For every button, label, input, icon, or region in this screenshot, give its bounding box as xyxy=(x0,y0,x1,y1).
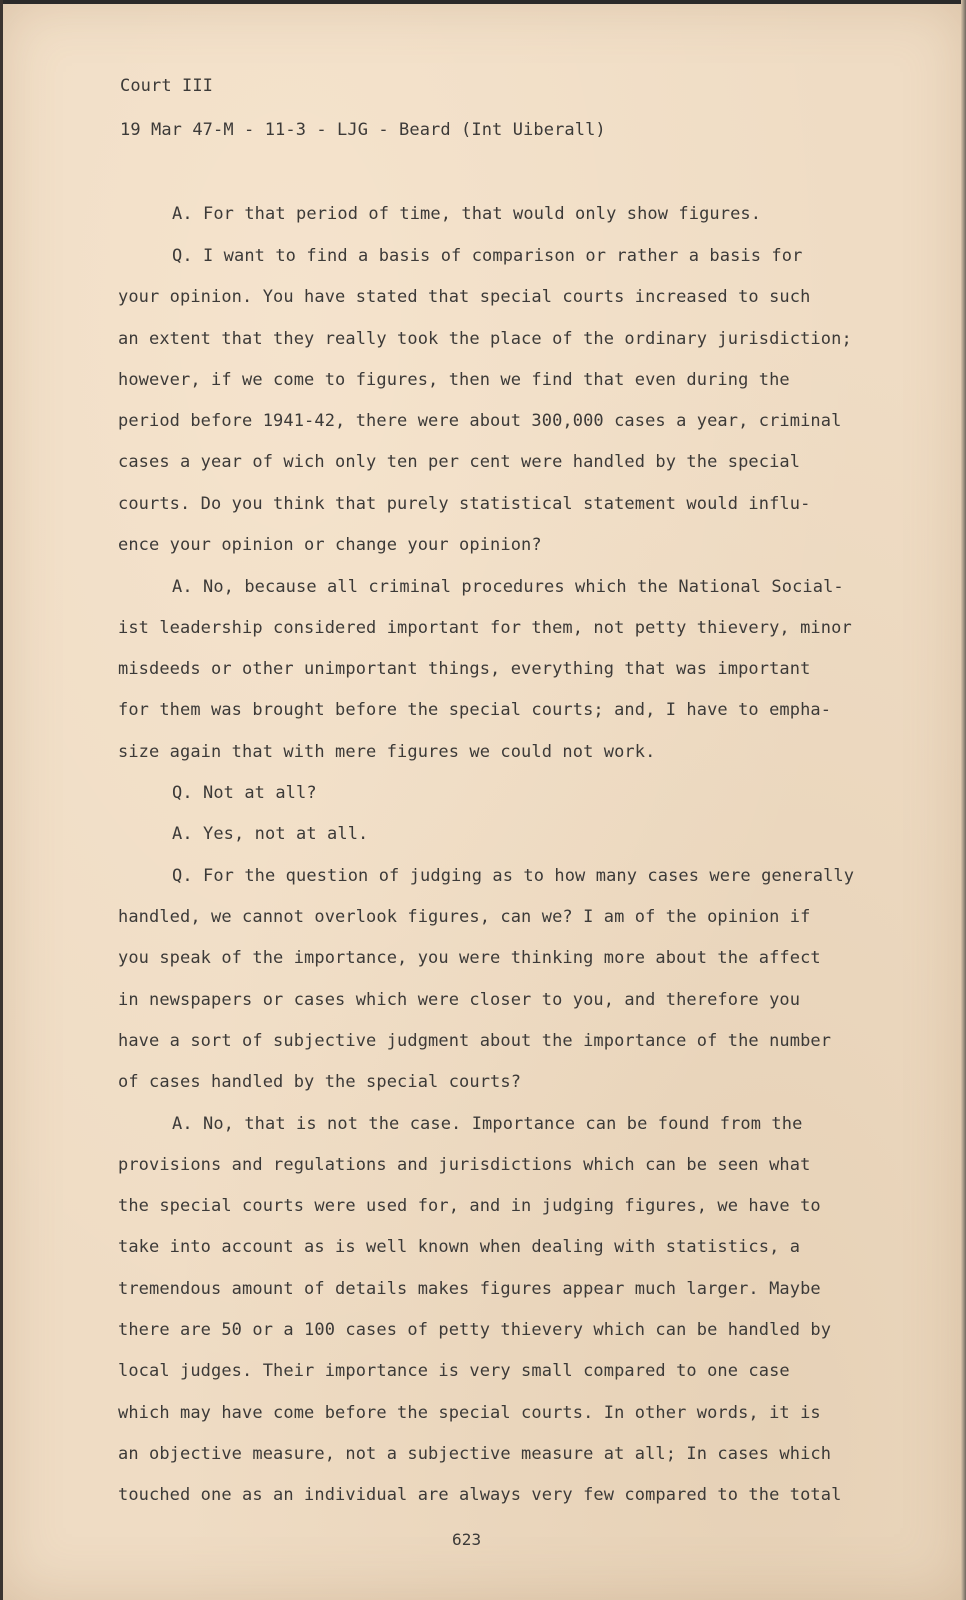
transcript-line: A. No, that is not the case. Importance can be found from the xyxy=(172,1114,803,1134)
transcript-line: take into account as is well known when dealing with statistics, a xyxy=(118,1237,801,1257)
transcript-line: your opinion. You have stated that special courts increased to such xyxy=(118,287,811,307)
transcript-line: in newspapers or cases which were closer to you, and therefore you xyxy=(118,990,801,1010)
scan-edge-top xyxy=(0,0,966,4)
transcript-line: of cases handled by the special courts? xyxy=(118,1072,522,1092)
transcript-line: period before 1941-42, there were about 300,000 cases a year, criminal xyxy=(118,411,842,431)
transcript-line: A. For that period of time, that would only show figures. xyxy=(172,204,762,224)
transcript-line: however, if we come to figures, then we find that even during the xyxy=(118,370,790,390)
transcript-line: size again that with mere figures we could not work. xyxy=(118,742,656,762)
transcript-line: Q. Not at all? xyxy=(172,783,317,803)
scan-edge-left xyxy=(0,0,3,1600)
transcript-line: there are 50 or a 100 cases of petty thievery which can be handled by xyxy=(118,1320,832,1340)
transcript-line: provisions and regulations and jurisdictions which can be seen what xyxy=(118,1155,811,1175)
page-number: 623 xyxy=(452,1530,482,1549)
transcript-line: tremendous amount of details makes figures appear much larger. Maybe xyxy=(118,1279,821,1299)
transcript-line: which may have come before the special courts. In other words, it is xyxy=(118,1403,821,1423)
transcript-line: you speak of the importance, you were thinking more about the affect xyxy=(118,948,821,968)
transcript-line: A. Yes, not at all. xyxy=(172,824,369,844)
transcript-line: for them was brought before the special courts; and, I have to empha- xyxy=(118,700,832,720)
transcript-line: an extent that they really took the place of the ordinary jurisdiction; xyxy=(118,329,852,349)
transcript-line: handled, we cannot overlook figures, can we? I am of the opinion if xyxy=(118,907,811,927)
transcript-line: cases a year of wich only ten per cent were handled by the special xyxy=(118,452,801,472)
transcript-line: touched one as an individual are always very few compared to the total xyxy=(118,1485,842,1505)
transcript-line: local judges. Their importance is very small compared to one case xyxy=(118,1361,790,1381)
transcript-line: misdeeds or other unimportant things, everything that was important xyxy=(118,659,811,679)
transcript-line: courts. Do you think that purely statistical statement would influ- xyxy=(118,494,811,514)
scan-edge-right xyxy=(961,0,966,1600)
transcript-line: Q. I want to find a basis of comparison or rather a basis for xyxy=(172,246,803,266)
transcript-line: ist leadership considered important for them, not petty thievery, minor xyxy=(118,618,852,638)
court-heading: Court III xyxy=(120,76,214,96)
transcript-line: the special courts were used for, and in judging figures, we have to xyxy=(118,1196,821,1216)
transcript-line: have a sort of subjective judgment about the importance of the number xyxy=(118,1031,832,1051)
transcript-line: A. No, because all criminal procedures which the National Social- xyxy=(172,577,844,597)
transcript-line: ence your opinion or change your opinion? xyxy=(118,535,542,555)
session-line: 19 Mar 47-M - 11-3 - LJG - Beard (Int Uiberall) xyxy=(120,120,606,140)
transcript-line: an objective measure, not a subjective measure at all; In cases which xyxy=(118,1444,832,1464)
transcript-line: Q. For the question of judging as to how many cases were generally xyxy=(172,866,855,886)
